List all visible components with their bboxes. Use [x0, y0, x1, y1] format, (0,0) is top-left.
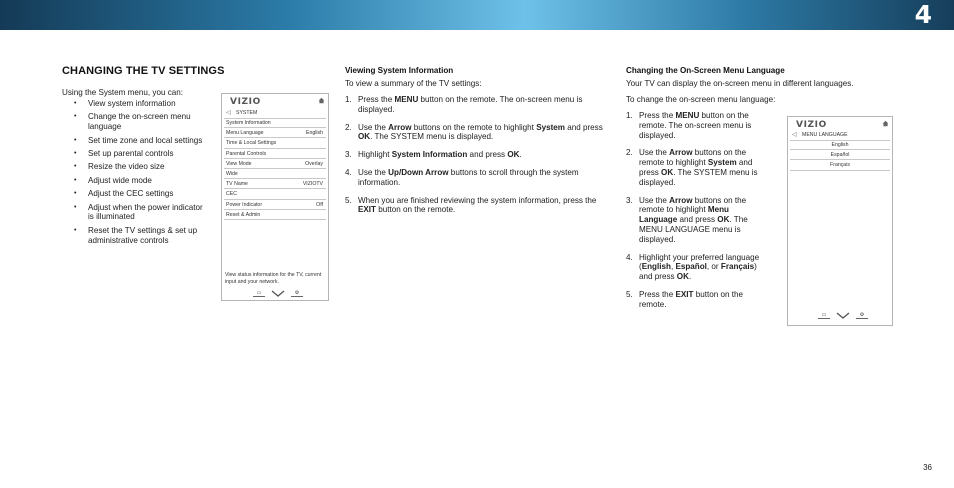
step-keyword: OK — [717, 215, 730, 225]
step-number: 4. — [345, 167, 352, 177]
step-number: 1. — [626, 111, 633, 120]
step-text: buttons on the remote to highlight — [639, 195, 747, 215]
row-label: View Mode — [226, 160, 252, 167]
list-item: • Adjust when the power indicator is illuminated — [62, 203, 207, 223]
row-label: Menu Language — [226, 130, 264, 137]
row-label: Reset & Admin — [226, 211, 261, 218]
home-icon — [882, 120, 889, 127]
input-icon: ▭ — [818, 312, 830, 319]
step-number: 3. — [345, 150, 352, 160]
step-keyword: Français — [720, 262, 755, 272]
left-intro: Using the System menu, you can: — [62, 88, 184, 97]
step-text: and press — [564, 122, 603, 132]
step-text: Use the — [639, 148, 670, 158]
step-text: , or — [706, 262, 721, 272]
list-item: • Adjust wide mode — [62, 176, 207, 186]
step-text: buttons to scroll through the system information. — [358, 167, 579, 187]
menu-row — [224, 201, 326, 210]
row-value: Overlay — [305, 160, 323, 167]
right-intro-2: To change the on-screen menu language: — [626, 95, 776, 104]
step-text: and press — [467, 150, 508, 160]
step-item — [626, 196, 766, 245]
input-icon: ▭ — [253, 290, 265, 297]
step-keyword: Arrow — [669, 195, 693, 205]
back-arrow-icon: ◁ — [792, 132, 797, 138]
step-text: button on the remote. — [639, 289, 743, 309]
step-keyword: EXIT — [675, 289, 694, 299]
list-item: • Set time zone and local settings — [62, 136, 207, 146]
step-item — [345, 150, 613, 160]
step-item — [345, 123, 613, 143]
row-label: Parental Controls — [226, 150, 267, 157]
back-arrow-icon: ◁ — [226, 110, 231, 116]
menu-row — [224, 211, 326, 220]
step-text: . The SYSTEM menu is displayed. — [370, 132, 494, 142]
row-label: System Information — [226, 120, 271, 126]
menu-row — [224, 180, 326, 189]
middle-intro: To view a summary of the TV settings: — [345, 79, 482, 88]
step-text: Press the — [639, 111, 676, 120]
vizio-logo: VIZIO — [796, 120, 827, 130]
step-keyword: MENU — [675, 111, 700, 120]
menu-row — [224, 129, 326, 138]
row-value: VIZIOTV — [302, 181, 323, 188]
language-option: Español — [790, 151, 890, 160]
menu-row — [224, 150, 326, 159]
step-keyword: EXIT — [358, 205, 376, 215]
step-keyword: Arrow — [669, 148, 693, 158]
feature-list — [62, 99, 207, 249]
menu-description: View status information for the TV, current input and your network. — [225, 272, 322, 285]
step-text: Press the — [358, 95, 395, 104]
step-keyword: OK — [676, 272, 689, 282]
right-steps — [626, 111, 766, 318]
list-item: • Change the on-screen menu language — [62, 112, 207, 132]
menu-controls — [818, 312, 868, 319]
step-keyword: Menu Language — [639, 205, 729, 225]
row-label: TV Name — [226, 181, 248, 188]
home-icon — [318, 97, 325, 104]
list-item: • Reset the TV settings & set up administrative controls — [62, 226, 207, 246]
step-keyword: OK — [507, 150, 520, 160]
step-keyword: System Information — [391, 150, 468, 160]
menu-title: MENU LANGUAGE — [802, 132, 848, 138]
language-menu-screenshot — [787, 116, 893, 326]
step-keyword: OK — [358, 132, 371, 142]
right-heading: Changing the On-Screen Menu Language — [626, 66, 785, 75]
menu-controls — [253, 290, 303, 297]
step-text: When you are finished reviewing the system information, press the — [358, 195, 597, 205]
menu-row — [224, 160, 326, 169]
menu-title: SYSTEM — [236, 110, 258, 116]
step-item — [626, 290, 766, 310]
language-option: Français — [790, 161, 890, 170]
step-text: Use the — [639, 195, 670, 205]
step-keyword: System — [707, 158, 737, 168]
step-text: . — [688, 272, 692, 282]
step-number: 2. — [626, 148, 633, 158]
step-text: ) and press — [639, 262, 757, 282]
step-keyword: English — [641, 262, 671, 272]
step-text: Highlight your preferred language ( — [639, 252, 760, 272]
list-item: • Set up parental controls — [62, 149, 207, 159]
step-keyword: OK — [661, 167, 674, 177]
step-text: and press — [677, 215, 718, 225]
step-keyword: MENU — [394, 95, 419, 104]
step-item — [345, 95, 613, 115]
step-text: button on the remote. The on-screen menu is displayed. — [358, 95, 583, 114]
step-item — [626, 148, 766, 187]
list-item: • Adjust the CEC settings — [62, 189, 207, 199]
step-number: 2. — [345, 122, 352, 132]
top-banner — [0, 0, 954, 30]
step-number: 4. — [626, 252, 633, 262]
step-item — [345, 168, 613, 188]
menu-row — [224, 139, 326, 148]
row-value: Off — [316, 201, 323, 208]
row-label: CEC — [226, 191, 237, 198]
step-text: Highlight — [358, 150, 392, 160]
menu-row — [224, 119, 326, 128]
step-item — [626, 111, 766, 140]
row-value: English — [305, 130, 323, 137]
step-number: 3. — [626, 195, 633, 205]
middle-heading: Viewing System Information — [345, 66, 454, 75]
step-number: 5. — [626, 289, 633, 299]
settings-icon: ⚙ — [291, 290, 303, 297]
list-item: • Resize the video size — [62, 162, 207, 172]
step-keyword: Arrow — [388, 122, 412, 132]
step-number: 1. — [345, 95, 352, 104]
step-keyword: Español — [675, 262, 707, 272]
language-option: English — [790, 141, 890, 150]
step-text: . The SYSTEM menu is displayed. — [639, 167, 758, 187]
step-keyword: Up/Down Arrow — [388, 167, 449, 177]
wide-icon — [271, 290, 285, 297]
right-intro-1: Your TV can display the on-screen menu in different languages. — [626, 79, 854, 88]
step-keyword: System — [536, 122, 565, 132]
settings-icon: ⚙ — [856, 312, 868, 319]
step-text: , — [670, 262, 676, 272]
step-text: and press — [639, 158, 753, 177]
step-text: Use the — [358, 167, 389, 177]
step-text: buttons on the remote to highlight — [639, 148, 747, 168]
step-text: button on the remote. — [376, 205, 456, 215]
system-menu-screenshot — [221, 93, 329, 301]
menu-row — [224, 190, 326, 199]
middle-steps — [345, 95, 613, 223]
row-label: Time & Local Settings — [226, 140, 277, 147]
step-number: 5. — [345, 195, 352, 205]
vizio-logo: VIZIO — [230, 97, 261, 107]
menu-header — [790, 130, 890, 141]
row-label: Wide — [226, 171, 238, 177]
page-number: 36 — [923, 463, 932, 472]
step-text: Use the — [358, 122, 389, 132]
step-text: . The MENU LANGUAGE menu is displayed. — [639, 215, 748, 244]
step-text: . — [519, 150, 522, 160]
step-text: Press the — [639, 289, 676, 299]
list-item: • View system information — [62, 99, 207, 109]
menu-row — [224, 170, 326, 179]
section-title: CHANGING THE TV SETTINGS — [62, 65, 225, 77]
step-text: button on the remote. The on-screen menu is displayed. — [639, 111, 752, 140]
wide-icon — [836, 312, 850, 319]
chapter-number: 4 — [914, 0, 932, 29]
step-text: buttons on the remote to highlight — [411, 122, 537, 132]
menu-header — [224, 108, 326, 119]
row-label: Power Indicator — [226, 201, 263, 208]
step-item — [345, 196, 613, 216]
step-item — [626, 253, 766, 282]
